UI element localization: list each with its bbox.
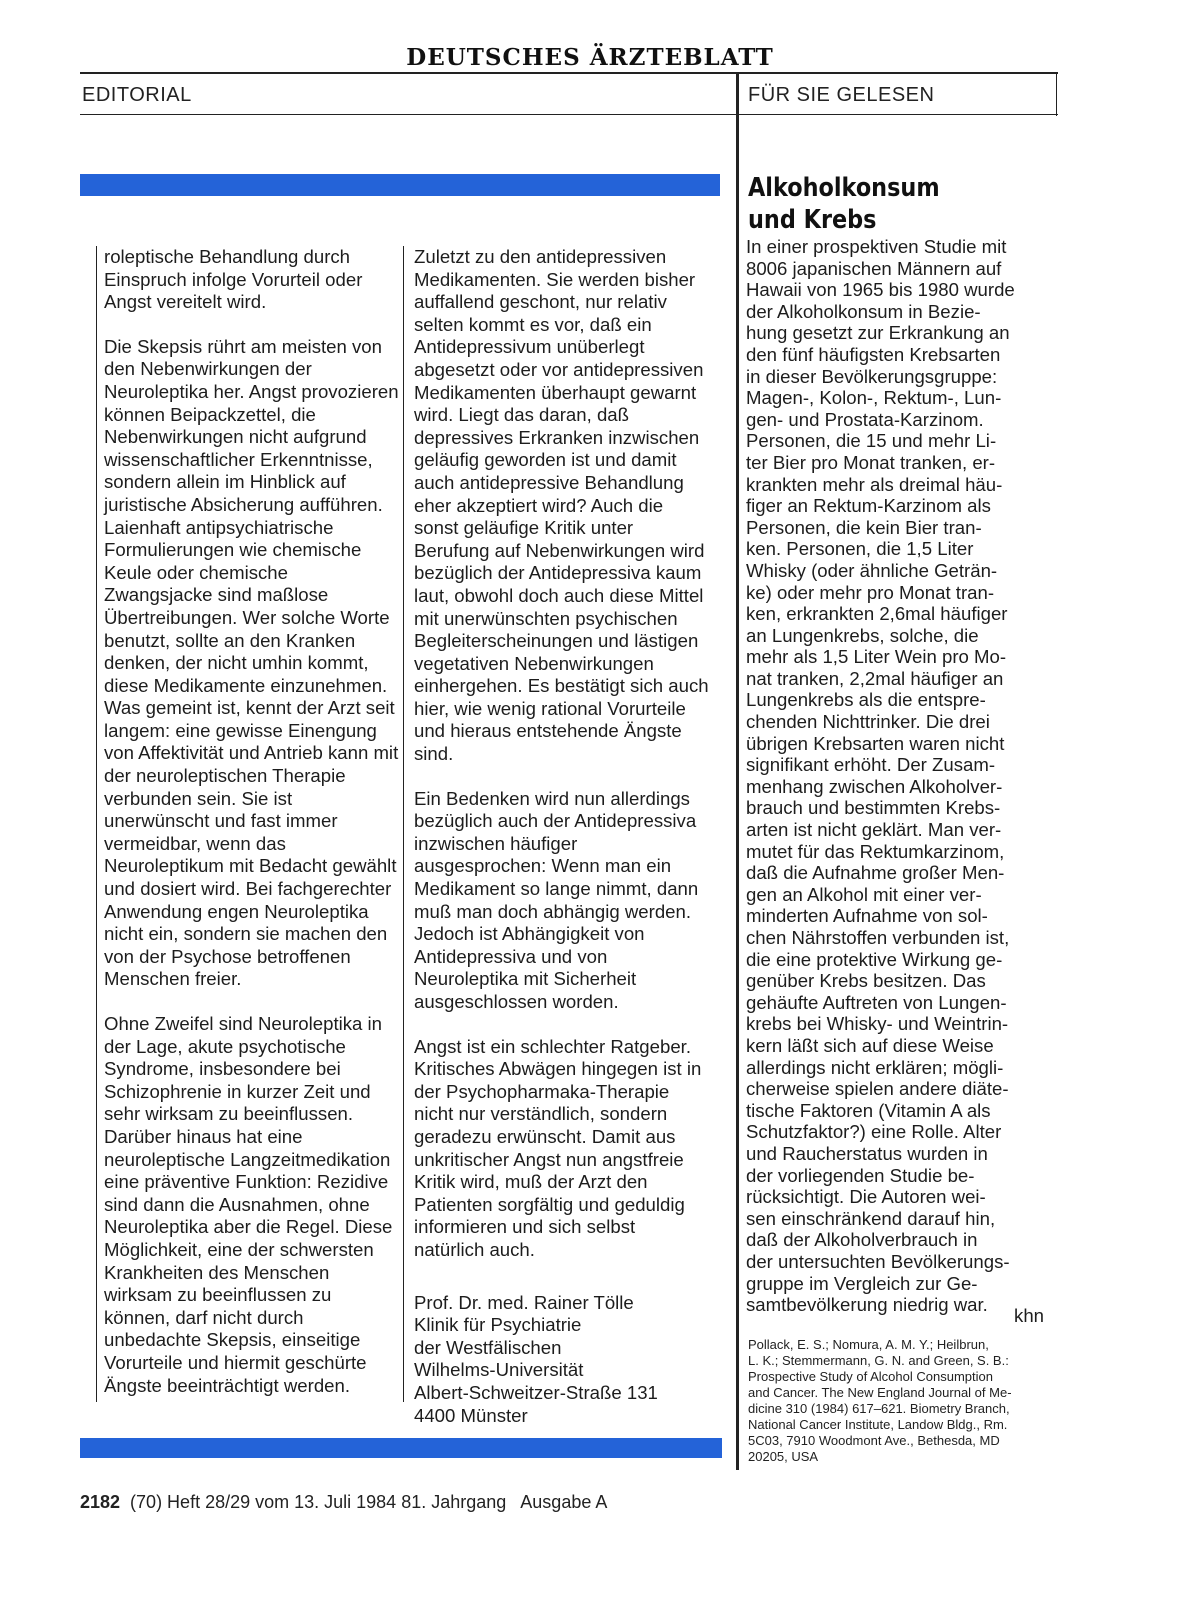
reference-line: dicine 310 (1984) 617–621. Biometry Branch, [748,1401,1010,1416]
column-divider-left [96,246,97,1402]
article-body [746,236,1056,1316]
article-line: den fünf häufigsten Krebsarten [746,343,1001,365]
article-line: und Raucherstatus wurden in [746,1142,988,1164]
article-line: menhang zwischen Alkoholver- [746,775,1003,797]
article-line: Hawaii von 1965 bis 1980 wurde [746,279,1015,301]
article-line: ken. Personen, die 1,5 Liter [746,538,974,560]
article-line: krankten mehr als dreimal häu- [746,473,1003,495]
article-line: ter Bier pro Monat tranken, er- [746,451,996,473]
article-line: der vorliegenden Studie be- [746,1164,975,1186]
author-block [414,1292,709,1428]
article-line: in dieser Bevölkerungsgruppe: [746,365,998,387]
article-line: mutet für das Rektumkarzinom, [746,840,1005,862]
reference-block [748,1337,1048,1465]
editorial-column-2 [414,246,709,1449]
author-line: 4400 Münster [414,1404,528,1426]
article-line: übrigen Krebsarten waren nicht [746,732,1005,754]
article-line: rücksichtigt. Die Autoren wei- [746,1186,986,1208]
article-line: kern läßt sich auf diese Weise [746,1034,994,1056]
article-line: Magen-, Kolon-, Rektum-, Lun- [746,387,1002,409]
article-line: Lungenkrebs als die entspre- [746,689,986,711]
article-line: Whisky (oder ähnliche Geträn- [746,559,998,581]
section-label-fuer-sie-gelesen: FÜR SIE GELESEN [748,84,935,106]
article-line: ken, erkrankten 2,6mal häufiger [746,603,1008,625]
author-line: Prof. Dr. med. Rainer Tölle [414,1291,634,1313]
article-line: minderten Aufnahme von sol- [746,905,988,927]
article-line: mehr als 1,5 Liter Wein pro Mo- [746,646,1007,668]
author-line: der Westfälischen [414,1336,562,1358]
article-line: Personen, die 15 und mehr Li- [746,430,997,452]
masthead: DEUTSCHES ÄRZTEBLATT [406,44,774,71]
article-line: chen Nährstoffen verbunden ist, [746,927,1010,948]
paragraph: Zuletzt zu den antidepressiven Medikamenten. Sie werden bisher auffallend geschont, nur relativ selten kommt es vor, daß ein Antidepressivum unüberlegt abgesetzt oder vor antidepressiven Medikamenten überhaupt gewarnt wird. Liegt das daran, daß depressives Erkranken inzwischen geläufig geworden ist und damit auch antidepressive Behandlung eher akzeptiert wird? Auch die sonst geläufige Kritik unter Berufung auf Nebenwirkungen wird bezüglich der Antidepressiva kaum laut, obwohl doch auch diese Mittel mit unerwünschten psychischen Begleiterscheinungen und lästigen vegetativen Nebenwirkungen einhergehen. Es bestätigt sich auch hier, wie wenig rational Vorurteile und hieraus entstehende Ängste sind. [414,246,709,765]
column-divider-middle [403,246,404,1402]
article-line: gehäufte Auftreten von Lungen- [746,991,1007,1013]
author-line: Klinik für Psychiatrie [414,1314,582,1336]
article-line: gen- und Prostata-Karzinom. [746,408,984,430]
article-line: signifikant erhöht. Der Zusam- [746,754,996,776]
article-line: chenden Nichttrinker. Die drei [746,711,990,733]
article-line: sen einschränkend darauf hin, [746,1207,996,1229]
article-line: daß der Alkoholverbrauch in [746,1229,978,1251]
article-line: der Alkoholkonsum in Bezie- [746,300,981,322]
article-line: krebs bei Whisky- und Weintrin- [746,1013,1009,1035]
article-line: Schutzfaktor?) eine Rolle. Alter [746,1121,1002,1143]
reference-line: Prospective Study of Alcohol Consumption [748,1369,993,1384]
article-line: arten ist nicht geklärt. Man ver- [746,819,1002,841]
editorial-column-1 [104,246,399,1419]
article-line: allerdings nicht erklären; mögli- [746,1056,1004,1078]
article-line: der untersuchten Bevölkerungs- [746,1250,1010,1272]
reference-line: 20205, USA [748,1449,819,1464]
headline-line: Alkoholkonsum [748,173,940,203]
article-headline [748,172,972,236]
article-line: In einer prospektiven Studie mit [746,236,1007,257]
paragraph: roleptische Behandlung durch Einspruch infolge Vorurteil oder Angst vereitelt wird. [104,246,363,313]
author-line: Wilhelms-Universität [414,1359,584,1381]
page-number: 2182 [80,1492,121,1512]
paragraph: Ohne Zweifel sind Neuroleptika in der Lage, akute psychotische Syndrome, insbesondere bei Schizophrenie in kurzer Zeit und sehr wirksam zu beeinflussen. Darüber hinaus hat eine neuroleptische Langzeitmedikation eine präventive Funktion: Rezidive sind dann die Ausnahmen, ohne Neuroleptika aber die Regel. Diese Möglichkeit, eine der schwersten Krankheiten des Menschen wirksam zu beeinflussen zu können, darf nicht durch unbedachte Skepsis, einseitige Vorurteile und hiermit geschürte Ängste beeinträchtigt werden. [104,1013,393,1396]
article-line: nat tranken, 2,2mal häufiger an [746,667,1004,689]
paragraph: Ein Bedenken wird nun allerdings bezüglich auch der Antidepressiva inzwischen häufiger ausgesprochen: Wenn man ein Medikament so lange nimmt, dann muß man doch abhängig werden. Jedoch ist Abhängigkeit von Antidepressiva und von Neuroleptika mit Sicherheit ausgeschlossen worden. [414,787,699,1012]
article-line: Personen, die kein Bier tran- [746,516,982,538]
section-rule [80,114,1058,115]
headline-line: und Krebs [748,205,877,235]
issue-info: (70) Heft 28/29 vom 13. Juli 1984 81. Jahrgang Ausgabe A [130,1492,608,1512]
reference-line: L. K.; Stemmermann, G. N. and Green, S. B.: [748,1353,1009,1368]
article-line: brauch und bestimmten Krebs- [746,797,1001,819]
reference-line: National Cancer Institute, Landow Bldg., Rm. [748,1417,1008,1432]
vertical-rule-right-edge [1056,72,1057,116]
accent-bar-top [80,174,720,196]
article-line: figer an Rektum-Karzinom als [746,495,991,517]
reference-line: and Cancer. The New England Journal of Me- [748,1385,1012,1400]
article-line: hung gesetzt zur Erkrankung an [746,322,1010,344]
section-label-editorial: EDITORIAL [82,84,192,106]
paragraph: Die Skepsis rührt am meisten von den Nebenwirkungen der Neuroleptika her. Angst provozieren können Beipackzettel, die Nebenwirkungen nicht aufgrund wissenschaftlicher Erkenntnisse, sondern allein im Hinblick auf juristische Absicherung aufführen. Laienhaft antipsychiatrische Formulierungen wie chemische Keule oder chemische Zwangsjacke sind maßlose Übertreibungen. Wer solche Worte benutzt, sollte an den Kranken denken, der nicht umhin kommt, diese Medikamente einzunehmen. Was gemeint ist, kennt der Arzt seit langem: eine gewisse Einengung von Affektivität und Antrieb kann mit der neuroleptischen Therapie verbunden sein. Sie ist unerwünscht und fast immer vermeidbar, wenn das Neuroleptikum mit Bedacht gewählt und dosiert wird. Bei fachgerechter Anwendung engen Neuroleptika nicht ein, sondern sie machen den von der Psychose betroffenen Menschen freier. [104,335,399,990]
article-line: gen an Alkohol mit einer ver- [746,883,982,905]
article-line: an Lungenkrebs, solche, die [746,624,979,646]
vertical-rule-right [736,72,739,1470]
reference-line: Pollack, E. S.; Nomura, A. M. Y.; Heilbrun, [748,1337,989,1352]
article-line: tische Faktoren (Vitamin A als [746,1099,991,1121]
article-line: samtbevölkerung niedrig war. [746,1294,988,1316]
article-line: genüber Krebs besitzen. Das [746,970,986,992]
article-line: 8006 japanischen Männern auf [746,257,1002,279]
author-signature: khn [1014,1305,1044,1326]
article-line: cherweise spielen andere diäte- [746,1078,1009,1100]
article-line: die eine protektive Wirkung ge- [746,948,1003,970]
article-line: daß die Aufnahme großer Men- [746,862,1005,884]
paragraph: Angst ist ein schlechter Ratgeber. Kritisches Abwägen hingegen ist in der Psychopharmaka-Therapie nicht nur verständlich, sondern geradezu erwünscht. Damit aus unkritischer Angst nun angstfreie Kritik wird, muß der Arzt den Patienten sorgfältig und geduldig informieren und sich selbst natürlich auch. [414,1035,702,1260]
author-line: Albert-Schweitzer-Straße 131 [414,1381,658,1403]
page-footer [80,1492,607,1513]
top-rule [80,72,1058,74]
article-line: gruppe im Vergleich zur Ge- [746,1272,978,1294]
reference-line: 5C03, 7910 Woodmont Ave., Bethesda, MD [748,1433,1000,1448]
article-line: ke) oder mehr pro Monat tran- [746,581,995,603]
